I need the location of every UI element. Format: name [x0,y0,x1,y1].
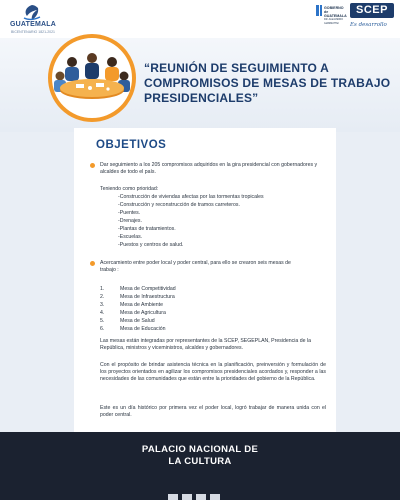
logo-guatemala-text: GUATEMALA [10,21,56,28]
mesa-number: 4. [100,310,105,316]
guatemala-bicentenario-logo [4,4,62,36]
mesa-number: 1. [100,286,105,292]
priority-item: -Puestos y centros de salud. [118,242,184,248]
priority-item: -Escuelas. [118,234,143,240]
quetzal-emblem-icon [20,4,44,22]
mesa-label: Mesa de Educación [120,326,166,332]
gobierno-line-2: GUATEMALA [324,14,347,18]
mesa-label: Mesa de Agricultura [120,310,166,316]
objective-2-text: Acercamiento entre poder local y poder central, para ello se crearon seis mesas de trabajo : [100,260,291,273]
priority-item: -Puentes. [118,210,141,216]
tagline: Es desarrollo [350,22,387,28]
scep-logo-group [314,3,396,35]
paragraph-historico: Este es un día histórico por primera vez el poder local, logró trabajar de manera unida con el poder central. [100,405,326,418]
meeting-table-icon [50,42,134,108]
page-title: “REUNIÓN DE SEGUIMIENTO A COMPROMISOS DE MESAS DE TRABAJO PRESIDENCIALES” [144,61,391,105]
paragraph-mesas: Las mesas están integradas por representantes de la SCEP, SEGEPLAN, Presidencia de la República, ministros y viceministros, alcaldes y gobernadores. [100,338,311,351]
gobierno-text [324,6,348,26]
flag-stripe-icon [316,5,319,16]
bottom-logo-bar [196,494,206,500]
bullet-dot-icon [90,163,95,168]
section-title: OBJETIVOS [96,139,167,151]
priority-item: -Drenajes. [118,218,142,224]
priority-intro: Teniendo como prioridad: [100,186,159,192]
mesa-label: Mesa de Ambiente [120,302,163,308]
mesa-label: Mesa de Infraestructura [120,294,175,300]
logo-bicentenario-text: BICENTENARIO 1821-2021 [11,30,55,34]
gobierno-line-1: GOBIERNO de [324,6,344,14]
priority-item: -Plantas de tratamientos. [118,226,176,232]
venue-title [0,444,400,468]
mesa-number: 2. [100,294,105,300]
mesa-number: 5. [100,318,105,324]
mesa-label: Mesa de Salud [120,318,155,324]
header [0,0,400,38]
mesa-label: Mesa de Competitividad [120,286,176,292]
flag-stripe-icon [320,5,322,16]
gobierno-line-3: DR. ALEJANDRO GIAMMATTEI [324,18,343,25]
bottom-logo-bar [168,494,178,500]
scep-badge: SCEP [350,3,394,18]
mesa-number: 3. [100,302,105,308]
mesa-number: 6. [100,326,105,332]
bottom-logo-mark [168,492,232,500]
objective-1-text: Dar seguimiento a los 205 compromisos adquiridos en la gira presidencial con gobernadores y alcaldes de todo el país. [100,162,318,175]
bullet-dot-icon [90,261,95,266]
paragraph-proposito: Con el propósito de brindar asistencia técnica en la planificación, preinversión y formulación de los proyectos orientados en agilizar los compromisos presidenciales acordados y, responder a las necesidades de las comunidades que están entre la prioridades del gobierno de la República. [100,362,326,382]
bottom-logo-bar [210,494,220,500]
bottom-logo-bar [182,494,192,500]
venue-text: PALACIO NACIONAL DE LA CULTURA [141,444,259,467]
priority-item: -Construcción de viviendas afectas por las tormentas tropicales [118,194,264,200]
gobierno-logo [314,4,348,25]
priority-item: -Construcción y reconstrucción de tramos carreteros. [118,202,240,208]
